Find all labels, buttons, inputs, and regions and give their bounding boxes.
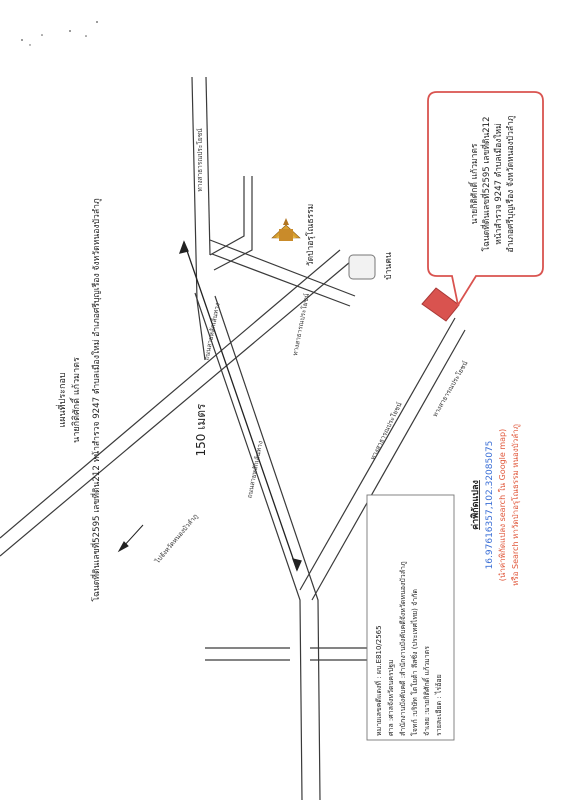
map-land-line: โฉนดที่ดินเลขที่52595 เลขที่ดิน212 หน้าสำรวจ 9247 ตำบลเมืองใหม่ อำเภอศรีบุญเรือง จังหวัดหนองบัวลำภู xyxy=(92,198,102,602)
direction-arrow xyxy=(119,525,143,551)
case-defendant: จำเลย :นายกิติศักดิ์ แก้วมาตร xyxy=(423,646,431,736)
temple-icon xyxy=(272,218,300,241)
case-plaintiff: โจทก์ :บริษัท โตโยต้า ลีสซิ่ง (ประเทศไทย) จำกัด xyxy=(411,589,419,736)
coords-value: 16.97616357,102.32085075 xyxy=(485,440,495,570)
house-shape xyxy=(349,255,375,279)
main-road-edge-lower xyxy=(215,296,320,800)
callout-survey: หน้าสำรวจ 9247 ตำบลเมืองใหม่ xyxy=(494,123,504,245)
lower-road-label: ทางสาธารณประโยชน์ xyxy=(368,400,404,462)
top-road-edge-right xyxy=(206,77,210,255)
coords-note-google: (นำค่าพิกัดแปลง search ใน Google map) xyxy=(498,428,507,582)
case-office: สำนักงานบังคับคดี :สำนักงานบังคับคดีจังหวัดหนองบัวลำภู xyxy=(399,561,407,736)
house-label: บ้านคน xyxy=(384,252,394,280)
temple-lane-edge-bottom xyxy=(214,176,252,270)
temple-label: วัดป่าอรุโณธรรม xyxy=(306,203,316,267)
callout-owner: นายกิติศักดิ์ แก้วมาตร xyxy=(470,143,480,225)
main-road-direction-label: ไปจังหวัดหนองบัวลำภู xyxy=(153,512,200,566)
owner-callout xyxy=(428,92,543,305)
case-court: ศาล :ศาลจังหวัดนครปฐม xyxy=(387,659,395,736)
main-road-label-lower: ถนนสายหลักเส้นทาง xyxy=(245,440,265,499)
main-road-label-upper: ถนนสายหลักเส้นทาง xyxy=(202,302,222,361)
case-number: หมายเลขคดีแดงที่ : ผบ.E810/2565 xyxy=(375,625,383,736)
land-parcel xyxy=(422,288,459,321)
main-road-edge-upper xyxy=(195,293,302,800)
coordinates-block xyxy=(470,424,521,586)
diagonal-road-edge-lower xyxy=(0,262,350,556)
callout-district: อำเภอศรีบุญเรือง จังหวัดหนองบัวลำภู xyxy=(506,115,516,253)
coords-heading: ค่าพิกัดแปลง xyxy=(471,480,481,530)
lower-road-label-2: ทางสาธารณประโยชน์ xyxy=(431,359,470,419)
title-block xyxy=(55,198,102,602)
scan-specks xyxy=(21,21,98,46)
temple-lane-edge-top xyxy=(210,176,244,255)
village-road-label: ทางสาธารณประโยชน์ xyxy=(291,292,311,357)
distance-label: 150 เมตร xyxy=(194,403,208,457)
case-detail: รายละเอียด : ไร่อ้อย xyxy=(435,674,443,736)
top-road-label: ทางสาธารณประโยชน์ xyxy=(196,128,204,192)
map-title: แผนที่ประกอบ xyxy=(58,372,68,428)
village-road-edge-1 xyxy=(210,240,355,296)
callout-deed: โฉนดที่ดินเลขที่52595 เลขที่ดิน212 xyxy=(482,116,492,252)
map-owner: นายกิติศักดิ์ แก้วมาตร xyxy=(72,357,82,443)
coords-note-search: หรือ Search หาวัดป่าอรุโณธรรม หนองบัวลำภู xyxy=(511,424,520,586)
diagonal-road-edge-upper xyxy=(0,250,340,538)
